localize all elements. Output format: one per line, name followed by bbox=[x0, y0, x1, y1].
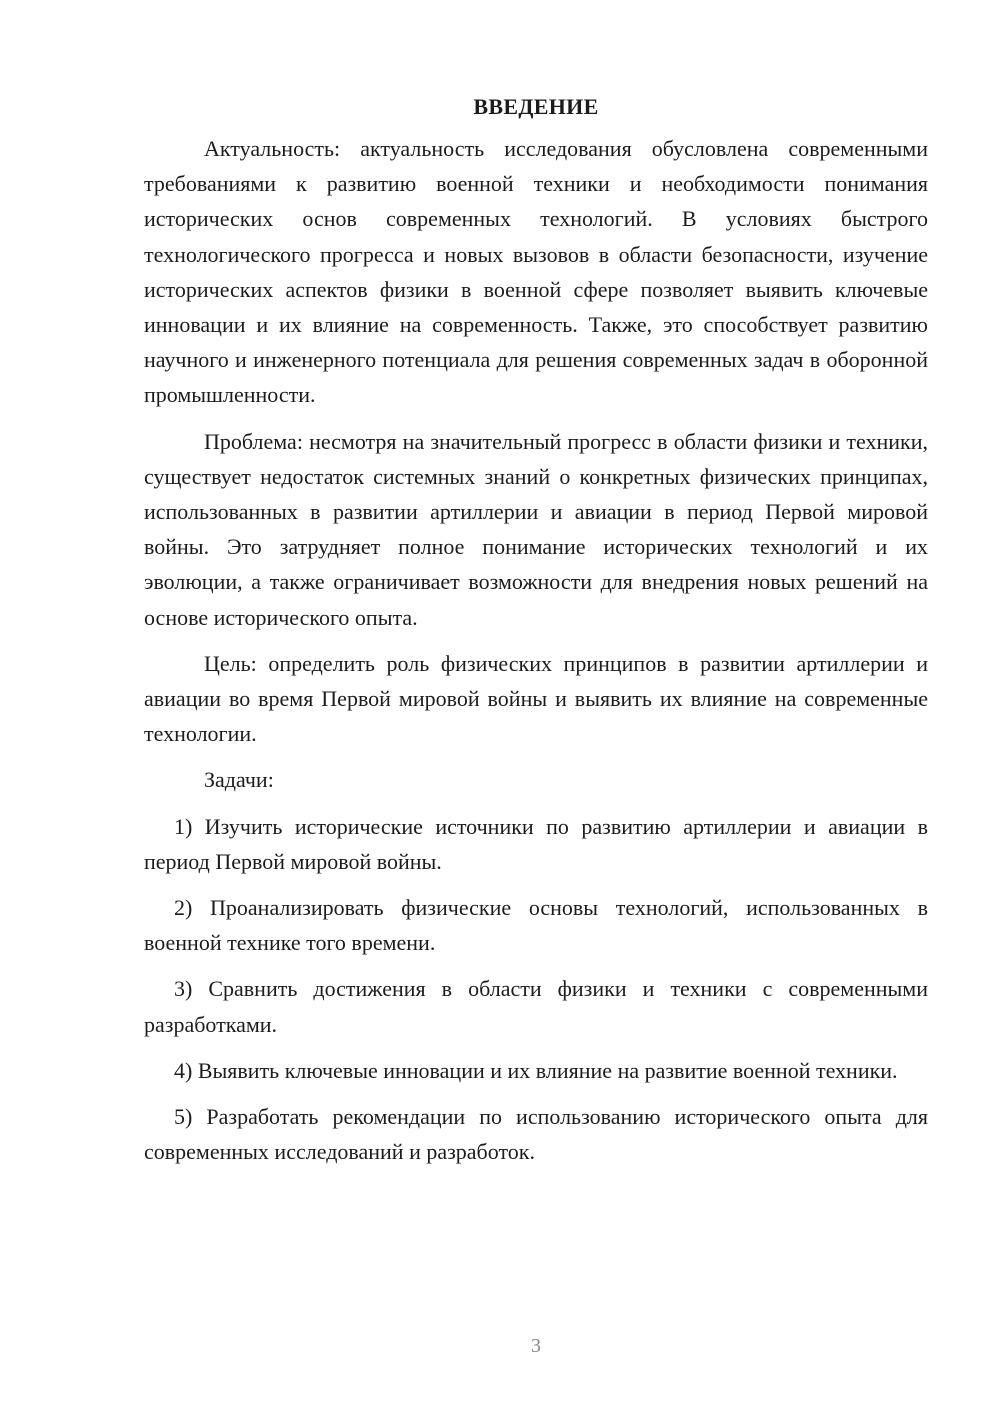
task-item-5: 5) Разработать рекомендации по использованию исторического опыта для современных исследований и разработок. bbox=[144, 1104, 928, 1165]
paragraph-tasks-label: Задачи: bbox=[204, 767, 274, 793]
section-heading: ВВЕДЕНИЕ bbox=[473, 94, 599, 119]
page-content bbox=[144, 92, 928, 1180]
page-number: 3 bbox=[531, 1335, 541, 1357]
paragraph-goal: Цель: определить роль физических принципов в развитии артиллерии и авиации во время Первой мировой войны и выявить их влияние на современные технологии. bbox=[144, 650, 928, 747]
task-item-2: 2) Проанализировать физические основы технологий, использованных в военной технике того времени. bbox=[144, 895, 928, 956]
task-item-3: 3) Сравнить достижения в области физики и техники с современными разработками. bbox=[144, 976, 928, 1037]
paragraph-relevance: Актуальность: актуальность исследования обусловлена современными требованиями к развитию военной техники и необходимости понимания исторических основ современных технологий. В условиях быстрого технологического прогресса и новых вызовов в области безопасности, изучение исторических аспектов физики в военной сфере позволяет выявить ключевые инновации и их влияние на современность. Также, это способствует развитию научного и инженерного потенциала для решения современных задач в оборонной промышленности. bbox=[144, 136, 928, 408]
task-item-4: 4) Выявить ключевые инновации и их влияние на развитие военной техники. bbox=[174, 1057, 898, 1083]
paragraph-problem: Проблема: несмотря на значительный прогресс в области физики и техники, существует недостаток системных знаний о конкретных физических принципах, использованных в развитии артиллерии и авиации в период Первой мировой войны. Это затрудняет полное понимание исторических технологий и их эволюции, а также ограничивает возможности для внедрения новых решений на основе исторического опыта. bbox=[144, 428, 928, 630]
task-item-1: 1) Изучить исторические источники по развитию артиллерии и авиации в период Первой мировой войны. bbox=[144, 813, 928, 874]
